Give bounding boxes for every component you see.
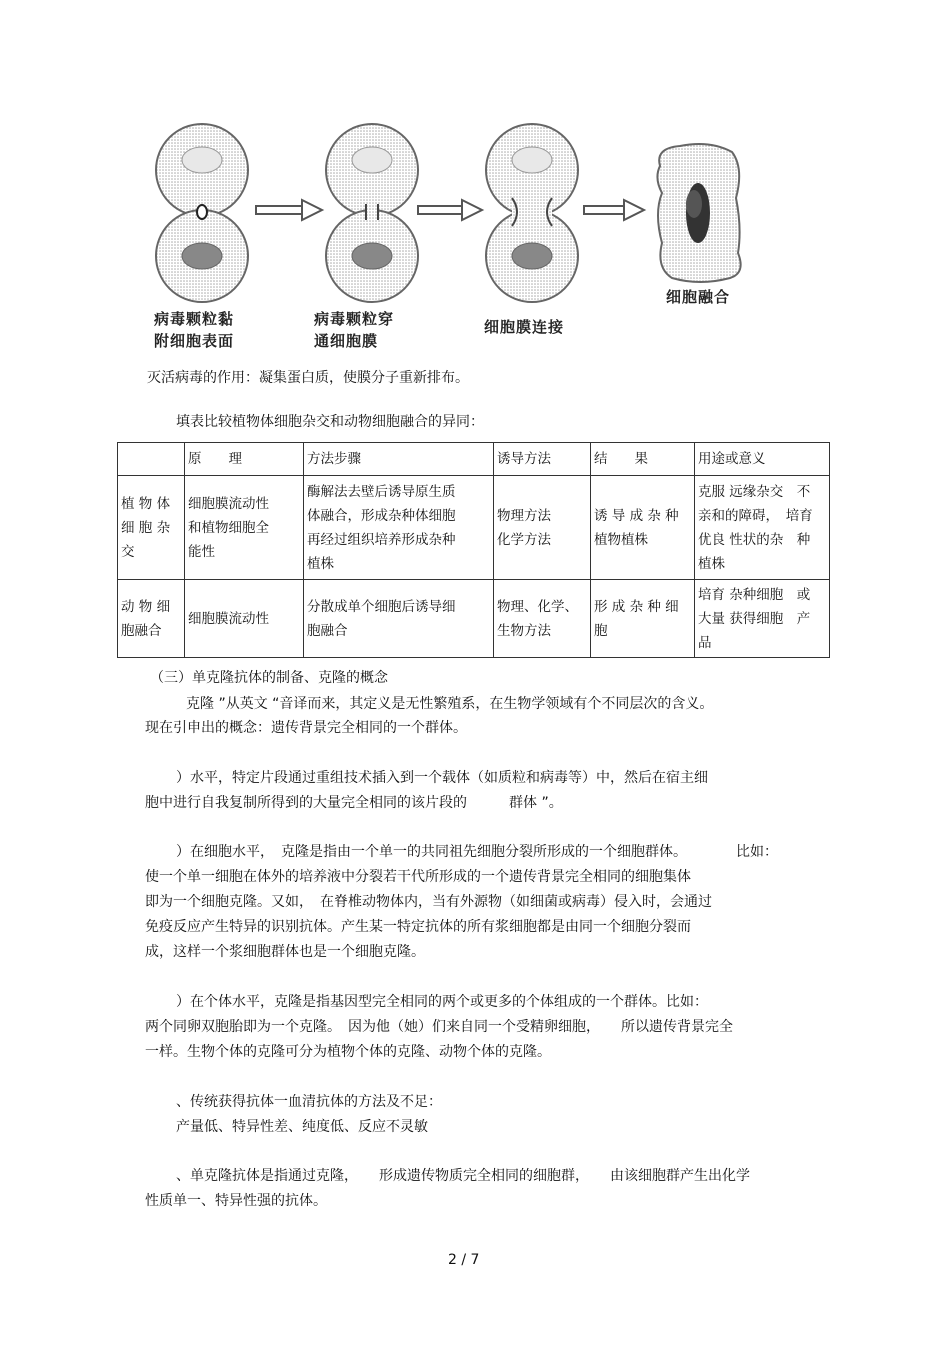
- paragraph-line: ）在细胞水平， 克隆是指由一个单一的共同祖先细胞分裂所形成的一个细胞群体。 比如：: [176, 844, 778, 860]
- comparison-table: [117, 442, 830, 658]
- paragraph-line: 即为一个细胞克隆。又如， 在脊椎动物体内，当有外源物（如细菌或病毒）侵入时，会通过: [145, 894, 712, 910]
- header-cell: 结 果: [591, 443, 695, 476]
- paragraph-line: 产量低、特异性差、纯度低、反应不灵敏: [176, 1119, 428, 1135]
- result-cell: 诱 导 成 杂 种 植物植株: [591, 476, 695, 580]
- row-name-cell: 植 物 体 细 胞 杂 交: [118, 476, 185, 580]
- paragraph-line: 一样。生物个体的克隆可分为植物个体的克隆、动物个体的克隆。: [145, 1044, 551, 1060]
- steps-cell: 酶解法去壁后诱导原生质 体融合，形成杂种体细胞 再经过组织培养形成杂种 植株: [304, 476, 494, 580]
- table-row: [118, 580, 830, 658]
- paragraph-line: 性质单一、特异性强的抗体。: [145, 1193, 327, 1209]
- stage1-label: 病毒颗粒黏 附细胞表面: [154, 310, 235, 350]
- cell-fusion-diagram: [150, 118, 750, 363]
- result-cell: 形 成 杂 种 细 胞: [591, 580, 695, 658]
- paragraph-line: 、单克隆抗体是指通过克隆， 形成遗传物质完全相同的细胞群， 由该细胞群产生出化学: [176, 1168, 750, 1184]
- arrow-2: [418, 200, 482, 220]
- stage3-label: 细胞膜连接: [484, 318, 565, 336]
- paragraph-line: 两个同卵双胞胎即为一个克隆。 因为他（她）们来自同一个受精卵细胞， 所以遗传背景完全: [145, 1019, 733, 1035]
- stage2-cells: [326, 124, 418, 302]
- paragraph-line: 使一个单一细胞在体外的培养液中分裂若干代所形成的一个遗传背景完全相同的细胞集体: [145, 869, 691, 885]
- paragraph-line: ）水平，特定片段通过重组技术插入到一个载体（如质粒和病毒等）中，然后在宿主细: [176, 770, 708, 786]
- paragraph-line: ）在个体水平，克隆是指基因型完全相同的两个或更多的个体组成的一个群体。比如：: [176, 994, 708, 1010]
- paragraph-line: 、传统获得抗体一血清抗体的方法及不足：: [176, 1094, 442, 1110]
- stage4-fused-cell: [657, 144, 740, 282]
- stage4-label: 细胞融合: [666, 288, 731, 306]
- paragraph-line: 胞中进行自我复制所得到的大量完全相同的该片段的 群体 ”。: [145, 795, 563, 811]
- paragraph-line: 现在引申出的概念：遗传背景完全相同的一个群体。: [145, 720, 467, 736]
- steps-cell: 分散成单个细胞后诱导细 胞融合: [304, 580, 494, 658]
- row-name-cell: 动 物 细 胞融合: [118, 580, 185, 658]
- stage2-label: 病毒颗粒穿 通细胞膜: [314, 310, 395, 350]
- header-cell: 原 理: [185, 443, 304, 476]
- paragraph-line: 克隆 ”从英文 “音译而来，其定义是无性繁殖系，在生物学领域有个不同层次的含义。: [186, 696, 714, 712]
- table-intro: 填表比较植物体细胞杂交和动物细胞融合的异同：: [176, 414, 484, 430]
- stage3-cells: [486, 124, 578, 302]
- induction-cell: 物理、化学、 生物方法: [494, 580, 591, 658]
- virus-particle: [197, 205, 207, 219]
- table-row: [118, 476, 830, 580]
- page-number: 2 / 7: [448, 1252, 480, 1268]
- stage1-cells: [156, 124, 248, 302]
- header-cell: 方法步骤: [304, 443, 494, 476]
- header-cell: 用途或意义: [695, 443, 830, 476]
- paragraph-line: 成，这样一个浆细胞群体也是一个细胞克隆。: [145, 944, 425, 960]
- inactivated-virus-note: 灭活病毒的作用：凝集蛋白质，使膜分子重新排布。: [147, 370, 469, 386]
- use-cell: 培育 杂种细胞 或 大量 获得细胞 产 品: [695, 580, 830, 658]
- principle-cell: 细胞膜流动性: [185, 580, 304, 658]
- section-heading: （三）单克隆抗体的制备、克隆的概念: [150, 670, 388, 686]
- arrow-1: [256, 200, 322, 220]
- paragraph-line: 免疫反应产生特异的识别抗体。产生某一特定抗体的所有浆细胞都是由同一个细胞分裂而: [145, 919, 691, 935]
- principle-cell: 细胞膜流动性 和植物细胞全 能性: [185, 476, 304, 580]
- arrow-3: [584, 200, 644, 220]
- use-cell: 克服 远缘杂交 不 亲和的障碍， 培育 优良 性状的杂 种 植株: [695, 476, 830, 580]
- header-cell: 诱导方法: [494, 443, 591, 476]
- header-cell: [118, 443, 185, 476]
- cell-fusion-figure: [150, 118, 750, 363]
- induction-cell: 物理方法 化学方法: [494, 476, 591, 580]
- table-header-row: [118, 443, 830, 476]
